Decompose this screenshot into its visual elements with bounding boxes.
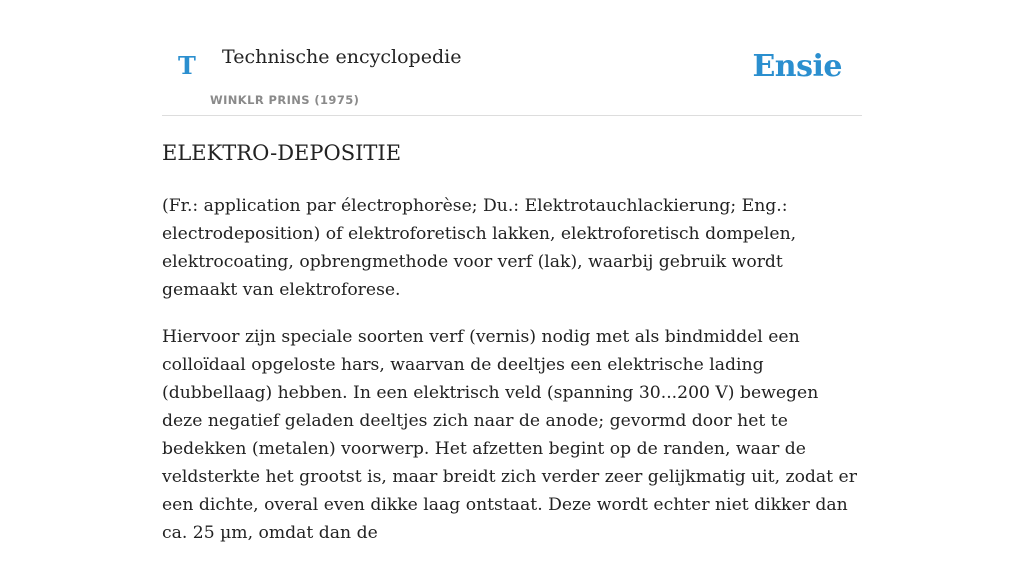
encyclopedia-logo: T: [178, 51, 196, 80]
encyclopedia-title[interactable]: Technische encyclopedie: [222, 46, 462, 68]
entry-paragraph-1: (Fr.: application par électrophorèse; Du.: Elektrotauchlackierung; Eng.: electrodeposition) of elektroforetisch lakken, elektroforetisch dompelen, elektrocoating, opbrengmethode voor verf (lak), waarbij gebruik wordt gemaakt van elektroforese.: [162, 196, 797, 300]
entry-title: ELEKTRO-DEPOSITIE: [162, 141, 402, 165]
entry-paragraph-2: Hiervoor zijn speciale soorten verf (vernis) nodig met als bindmiddel een colloïdaal opgeloste hars, waarvan de deeltjes een elektrische lading (dubbellaag) hebben. In een elektrisch veld (spanning 30...200 V) bewegen deze negatief geladen deeltjes zich naar de anode; gevormd door het te bedekken (metalen) voorwerp. Het afzetten begint op de randen, waar de veldsterkte het grootst is, maar breidt zich verder zeer gelijkmatig uit, zodat er een dichte, overal even dikke laag ontstaat. Deze wordt echter niet dikker dan ca. 25 µm, omdat dan de: [162, 327, 857, 543]
encyclopedia-source: WINKLR PRINS (1975): [210, 93, 360, 107]
entry-content: [162, 192, 862, 566]
ensie-brand-link[interactable]: Ensie: [752, 49, 842, 84]
encyclopedia-header: [162, 30, 862, 116]
